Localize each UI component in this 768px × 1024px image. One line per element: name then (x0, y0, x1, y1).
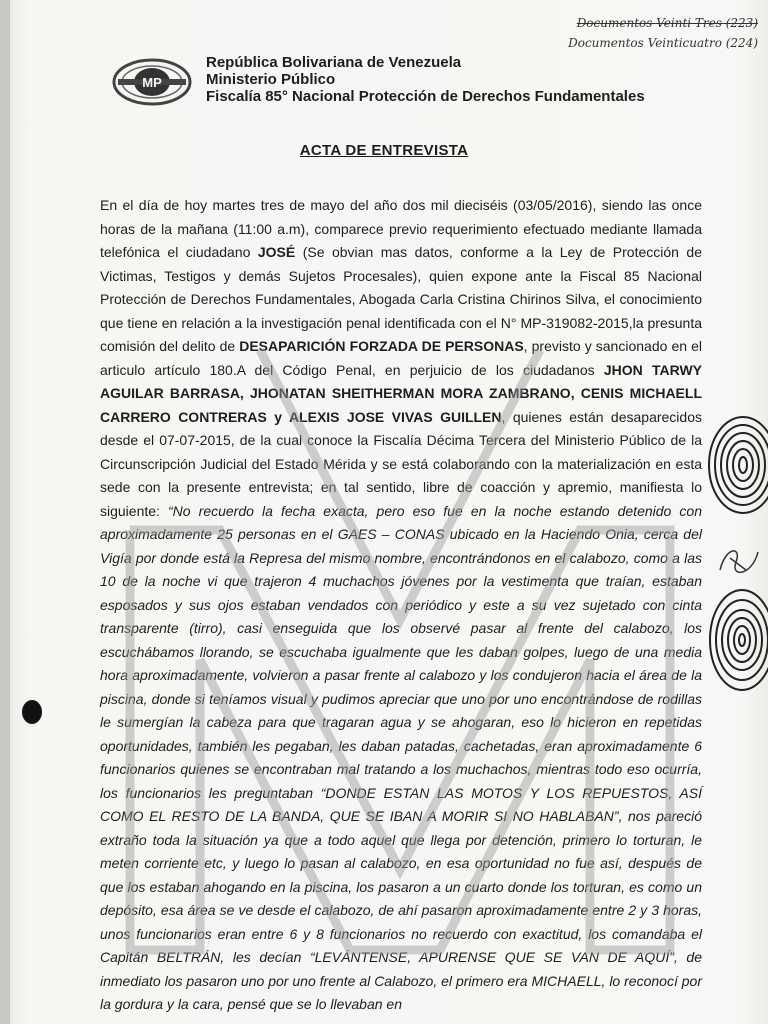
witness-name: JOSÉ (257, 244, 296, 260)
signature-icon (712, 540, 762, 580)
testimony-quote: “No recuerdo la fecha exacta, pero eso fue en la noche estando detenido con aproximadamente 25 personas en el GAES – CONAS ubicado en la Haciendo Onia, cerca del Vigía por donde está la Represa del mismo nombre, encontrándonos en el calabozo, como a las 10 de la noche vi que trajeron 4 muchachos jóvenes por la vestimenta que traían, estaban esposados y sus ojos estaban vendados con periódico y este a su vez sujetado con cinta transparente (tirro), casi enseguida que los observé pasar al frente del calabozo, los escuchábamos llorando, se escuchaba igualmente que les daban golpes, luego de una media hora aproximadamente, volvieron a pasar frente al calabozo y los condujeron hacia el área de la piscina, donde si teníamos visual y pudimos apreciar que uno por uno encontrándose de rodillas le sumergían la cabeza para que tragaran agua y se ahogaran, eso lo hicieron en repetidas oportunidades, también les pegaban, les daban patadas, cachetadas, eran aproximadamente 6 funcionarios quienes se encontraban mal tratando a los muchachos, mientras todo eso ocurría, los funcionarios les preguntaban “DONDE ESTAN LAS MOTOS Y LOS REPUESTOS, ASÍ COMO EL RESTO DE LA BANDA, QUE SE IBAN A MORIR SI NO HABLABAN”, nos pareció extraño toda la situación ya que a todo aquel que llega por detención, primero lo torturan, le meten corriente etc, y luego lo pasan al calabozo, en esa oportunidad no fue así, después de que los estaban ahogando en la piscina, los pasaron a un cuarto donde los torturan, es como un depósito, esa área se ve desde el calabozo, de ahí pasaron aproximadamente entre 2 y 3 horas, unos funcionarios eran entre 6 y 8 funcionarios no recuerdo con exactitud, los comandaba el Capitán BELTRÁN, les decían “LEVÁNTENSE, APURENSE QUE SE VAN DE AQUÍ”, de inmediato los pasaron uno por uno frente al Calabozo, el primero era MICHAELL, lo reconocí por la gordura y la cara, pensé que se lo llevaban en (100, 502, 702, 1012)
logo-text: MP (142, 75, 162, 90)
fingerprint-icon (700, 580, 768, 700)
body-text-fiscalia: , quienes están desaparecidos desde el 07-07-2015, de la cual conoce la Fiscalía Décima Tercera del Ministerio Público de la Circunscripción Judicial del Estado Mérida y se está colaborando con la materialización en esta sede con la presente entrevista; en tal sentido, libre de coacción y apremio, manifiesta lo siguiente: (100, 408, 702, 519)
ministerio-publico-logo-icon (112, 58, 192, 106)
body-paragraph (100, 194, 702, 1017)
victims-names: JHON TARWY AGUILAR BARRASA, JHONATAN SHEITHERMAN MORA ZAMBRANO, CENIS MICHAELL CARRERO CONTRERAS y ALEXIS JOSE VIVAS GUILLEN (100, 361, 702, 425)
punch-hole (22, 700, 42, 724)
body-text-intro: En el día de hoy martes tres de mayo del año dos mil dieciséis (03/05/2016), siendo las once horas de la mañana (11:00 a.m), comparece previo requerimiento efectuado mediante llamada telefónica el ciudadano (100, 197, 702, 260)
handwritten-note-1: Documentos Veinti Tres (223) (576, 16, 758, 30)
handwritten-note-2: Documentos Veinticuatro (224) (568, 36, 758, 50)
body-text-ley: (Se obvian mas datos, conforme a la Ley de Protección de Victimas, Testigos y demás Sujetos Procesales), quien expone ante la Fiscal 85 Nacional Protección de Derechos Fundamentales, Abogada Carla Cristina Chirinos Silva, el conocimiento que tiene en relación a la investigación penal identificada con el N° MP-319082-2015,la presunta comisión del delito de (100, 244, 702, 354)
offense-name: DESAPARICIÓN FORZADA DE PERSONAS (239, 338, 524, 354)
letterhead-line-republica: República Bolivariana de Venezuela (206, 54, 462, 71)
body-text-articulo: , previsto y sancionado en el articulo artículo 180.A del Código Penal, en perjuicio de los ciudadanos (100, 338, 702, 378)
document-title: ACTA DE ENTREVISTA (299, 142, 469, 159)
letterhead-line-fiscalia: Fiscalía 85° Nacional Protección de Derechos Fundamentales (206, 88, 645, 105)
document-body (100, 194, 702, 1012)
letterhead-line-ministerio: Ministerio Público (206, 71, 336, 88)
letterhead-text (206, 54, 645, 105)
letterhead (112, 52, 692, 112)
fingerprint-icon (698, 410, 768, 520)
